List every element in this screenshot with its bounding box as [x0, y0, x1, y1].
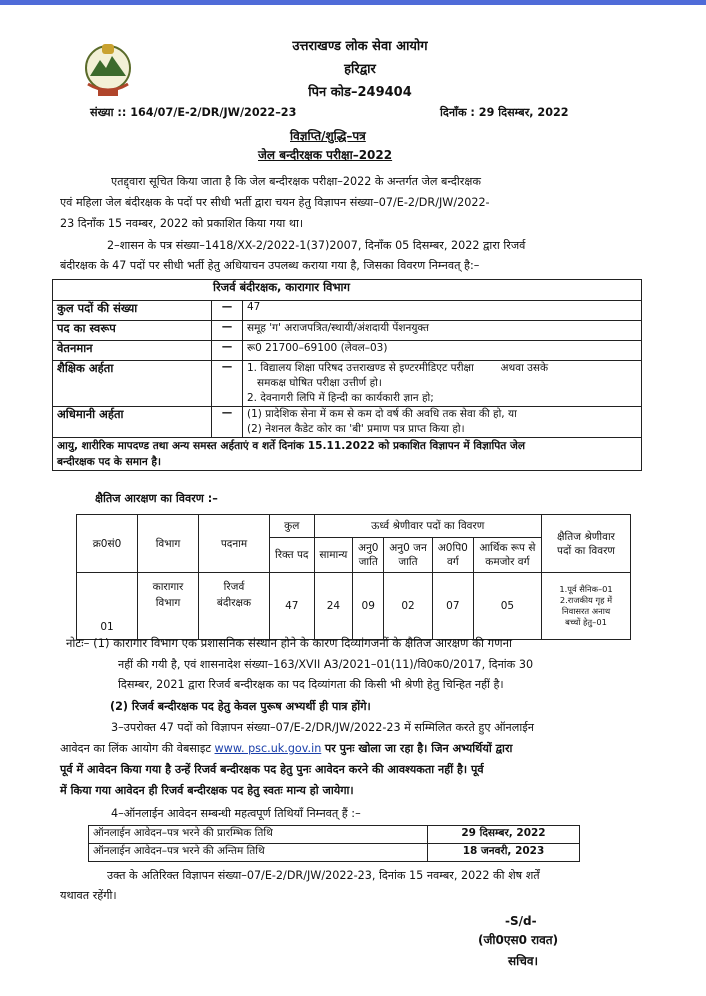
cell-sno: 01 [77, 573, 138, 640]
date-label: ऑनलाईन आवेदन–पत्र भरने की प्रारम्भिक तिथि [89, 826, 428, 844]
notice-date: दिनाँक : 29 दिसम्बर, 2022 [440, 106, 569, 119]
col-ews-line: कमजोर वर्ग [485, 556, 530, 568]
col-sc-line: अनु0 [357, 542, 379, 554]
commission-emblem-icon [80, 38, 136, 100]
row-dash: — [212, 341, 243, 361]
col-total-bottom: रिक्त पद [270, 538, 315, 573]
note-line1: नोटः– (1) कारागार विभाग एक प्रशासनिक संस्थान होने के कारण दिव्यांगजनों के क्षैतिज आरक्षण की गणना [66, 636, 513, 650]
cell-dept-line: कारागार [152, 581, 184, 593]
para1-line2: एवं महिला जेल बंदीरक्षक के पदों पर सीधी भर्ती द्वारा चयन हेतु विज्ञापन संख्या–07/E-2/DR/JW/2022- [60, 196, 490, 209]
table-row [53, 280, 642, 301]
signatory-designation: सचिव। [508, 954, 539, 968]
note-line3: दिसम्बर, 2021 द्वारा रिजर्व बन्दीरक्षक का पद दिव्यांगता की किसी भी श्रेणी हेतु चिन्हित नहीं है। [118, 678, 504, 691]
para2-line2: बंदीरक्षक के 47 पदों पर सीधी भर्ती हेतु अधियाचन उपलब्ध कराया गया है, जिसका विवरण निम्नवत् है:– [60, 259, 480, 272]
table-row [53, 361, 642, 407]
col-total-top: कुल [270, 515, 315, 538]
row-label: कुल पदों की संख्या [53, 301, 212, 321]
date-value: 18 जनवरी, 2023 [428, 844, 580, 862]
col-sno: क्र0सं0 [77, 515, 138, 573]
para3-line2-rest: पर पुनः खोला जा रहा है। जिन अभ्यर्थियों द्वारा [324, 742, 513, 755]
note-line4: (2) रिजर्व बन्दीरक्षक पद हेतु केवल पुरूष अभ्यर्थी ही पात्र होंगे। [110, 700, 371, 713]
cell-horizontal-line: बच्चों हेतु–01 [565, 617, 607, 627]
qualification-line: 2. देवनागरी लिपि में हिन्दी का कार्यकारी ज्ञान हो; [247, 392, 434, 404]
org-name: उत्तराखण्ड लोक सेवा आयोग [292, 39, 428, 54]
preference-line: (1) प्रादेशिक सेना में कम से कम दो वर्ष की अवधि तक सेवा की हो, या [247, 408, 517, 420]
reservation-heading: क्षैतिज आरक्षण का विवरण :– [95, 492, 218, 505]
col-obc [432, 538, 473, 573]
qualification-line: समकक्ष घोषित परीक्षा उत्तीर्ण हो। [257, 377, 382, 389]
table-row [53, 321, 642, 341]
table-row [77, 573, 631, 640]
col-post: पदनाम [199, 515, 270, 573]
row-label: शैक्षिक अर्हता [53, 361, 212, 407]
cell-st: 02 [384, 573, 433, 640]
cell-ews: 05 [473, 573, 541, 640]
date-label: ऑनलाईन आवेदन–पत्र भरने की अन्तिम तिथि [89, 844, 428, 862]
para1-line1: एतद्द्वारा सूचित किया जाता है कि जेल बन्दीरक्षक परीक्षा–2022 के अन्तर्गत जेल बन्दीरक्षक [111, 175, 481, 188]
row-dash: — [212, 301, 243, 321]
notice-subject: जेल बन्दीरक्षक परीक्षा–2022 [258, 148, 393, 162]
row-label: वेतनमान [53, 341, 212, 361]
psc-website-link[interactable]: www. psc.uk.gov.in [214, 742, 322, 755]
cell-dept-line: विभाग [155, 597, 181, 609]
post-table-footer [53, 438, 642, 471]
para3-line1: 3–उपरोक्त 47 पदों को विज्ञापन संख्या–07/E-2/DR/JW/2022-23 में सम्मिलित करते हुए ऑनलाईन [111, 721, 534, 734]
date-value: 29 दिसम्बर, 2022 [428, 826, 580, 844]
cell-horizontal-line: 1.पूर्व सैनिक–01 [559, 584, 613, 594]
notice-type: विज्ञप्ति/शुद्धि–पत्र [290, 129, 366, 143]
para1-line3: 23 दिनाँक 15 नवम्बर, 2022 को प्रकाशित किया गया था। [60, 217, 304, 230]
col-st-line: जाति [398, 556, 418, 568]
top-accent-bar [0, 0, 706, 5]
cell-horizontal-line: निवासरत अनाथ [561, 606, 611, 616]
cell-sc: 09 [353, 573, 384, 640]
row-dash: — [212, 321, 243, 341]
col-obc-line: वर्ग [446, 556, 459, 568]
row-dash: — [212, 407, 243, 438]
table-row [89, 844, 580, 862]
pin-code: पिन कोड–249404 [308, 85, 412, 100]
row-label: पद का स्वरूप [53, 321, 212, 341]
para3-line2-text: आवेदन का लिंक आयोग की वेबसाइट [60, 742, 211, 755]
para3-line2 [60, 739, 512, 758]
footer-line: आयु, शारीरिक मापदण्ड तथा अन्य समस्त अर्हताएं व शर्ते दिनांक 15.11.2022 को प्रकाशित विज्ञापन में विज्ञापित जेल [57, 440, 526, 452]
dates-table [88, 825, 580, 862]
cell-horizontal-line: 2.राजकीय गृह में [559, 595, 613, 605]
col-horizontal-line: क्षैतिज श्रेणीवार [557, 530, 615, 543]
col-st [384, 538, 433, 573]
closing-line1: उक्त के अतिरिक्त विज्ञापन संख्या–07/E-2/DR/JW/2022-23, दिनांक 15 नवम्बर, 2022 की शेष शर्तें [107, 869, 540, 882]
closing-line2: यथावत रहेंगी। [60, 889, 117, 902]
col-general: सामान्य [314, 538, 353, 573]
city-name: हरिद्वार [344, 62, 376, 77]
cell-general: 24 [314, 573, 353, 640]
col-st-line: अनु0 जन [389, 542, 427, 554]
table-row [77, 515, 631, 538]
signature-mark: -S/d- [505, 914, 537, 928]
row-label: अधिमानी अर्हता [53, 407, 212, 438]
para3-line3: पूर्व में आवेदन किया गया है उन्हें रिजर्व बन्दीरक्षक पद हेतु पुनः आवेदन करने की आवश्यकता नहीं है। पूर्व [60, 763, 484, 776]
note-line2: नहीं की गयी है, एवं शासनादेश संख्या–163/XVII A3/2021–01(11)/वि0क0/2017, दिनांक 30 [118, 658, 534, 671]
table-row [53, 407, 642, 438]
col-obc-line: अ0पि0 [437, 542, 468, 554]
row-value: 47 [243, 301, 642, 321]
col-dept: विभाग [138, 515, 199, 573]
para2-line1: 2–शासन के पत्र संख्या–1418/XX-2/2022-1(37)2007, दिनाँक 05 दिसम्बर, 2022 द्वारा रिजर्व [107, 239, 526, 252]
row-dash: — [212, 361, 243, 407]
footer-line: बन्दीरक्षक पद के समान है। [57, 456, 162, 468]
signatory-name: (जी0एस0 रावत) [478, 933, 559, 947]
cell-total: 47 [270, 573, 315, 640]
col-sc-line: जाति [358, 556, 378, 568]
reservation-table [76, 514, 631, 640]
cell-obc: 07 [432, 573, 473, 640]
col-vertical: ऊर्ध्व श्रेणीवार पदों का विवरण [314, 515, 541, 538]
reference-number: संख्या :: 164/07/E-2/DR/JW/2022–23 [90, 106, 297, 119]
cell-post [199, 573, 270, 640]
col-ews [473, 538, 541, 573]
table-row [53, 341, 642, 361]
qualification-line: 1. विद्यालय शिक्षा परिषद उत्तराखण्ड से इण्टरमीडिएट परीक्षा अथवा उसके [247, 362, 549, 374]
table-row [53, 438, 642, 471]
table-row [89, 826, 580, 844]
para4-heading: 4–ऑनलाईन आवेदन सम्बन्धी महत्वपूर्ण तिथियाँ निम्नवत् हैं :– [111, 807, 361, 820]
row-value: रू0 21700–69100 (लेवल–03) [243, 341, 642, 361]
col-horizontal [542, 515, 631, 573]
row-value: समूह 'ग' अराजपत्रित/स्थायी/अंशदायी पेंशनयुक्त [243, 321, 642, 341]
post-table-title: रिजर्व बंदीरक्षक, कारागार विभाग [53, 280, 642, 301]
col-horizontal-line: पदों का विवरण [557, 544, 615, 557]
cell-dept [138, 573, 199, 640]
table-row [53, 301, 642, 321]
col-ews-line: आर्थिक रूप से [479, 542, 536, 554]
cell-post-line: बंदीरक्षक [216, 597, 252, 609]
col-sc [353, 538, 384, 573]
post-details-table [52, 279, 642, 471]
cell-horizontal [542, 573, 631, 640]
cell-post-line: रिजर्व [223, 581, 245, 593]
para3-line4: में किया गया आवेदन ही रिजर्व बन्दीरक्षक पद हेतु स्वतः मान्य हो जायेगा। [60, 784, 354, 797]
row-value [243, 361, 642, 407]
row-value [243, 407, 642, 438]
preference-line: (2) नेशनल कैडेट कोर का 'बी' प्रमाण पत्र प्राप्त किया हो। [247, 423, 465, 435]
